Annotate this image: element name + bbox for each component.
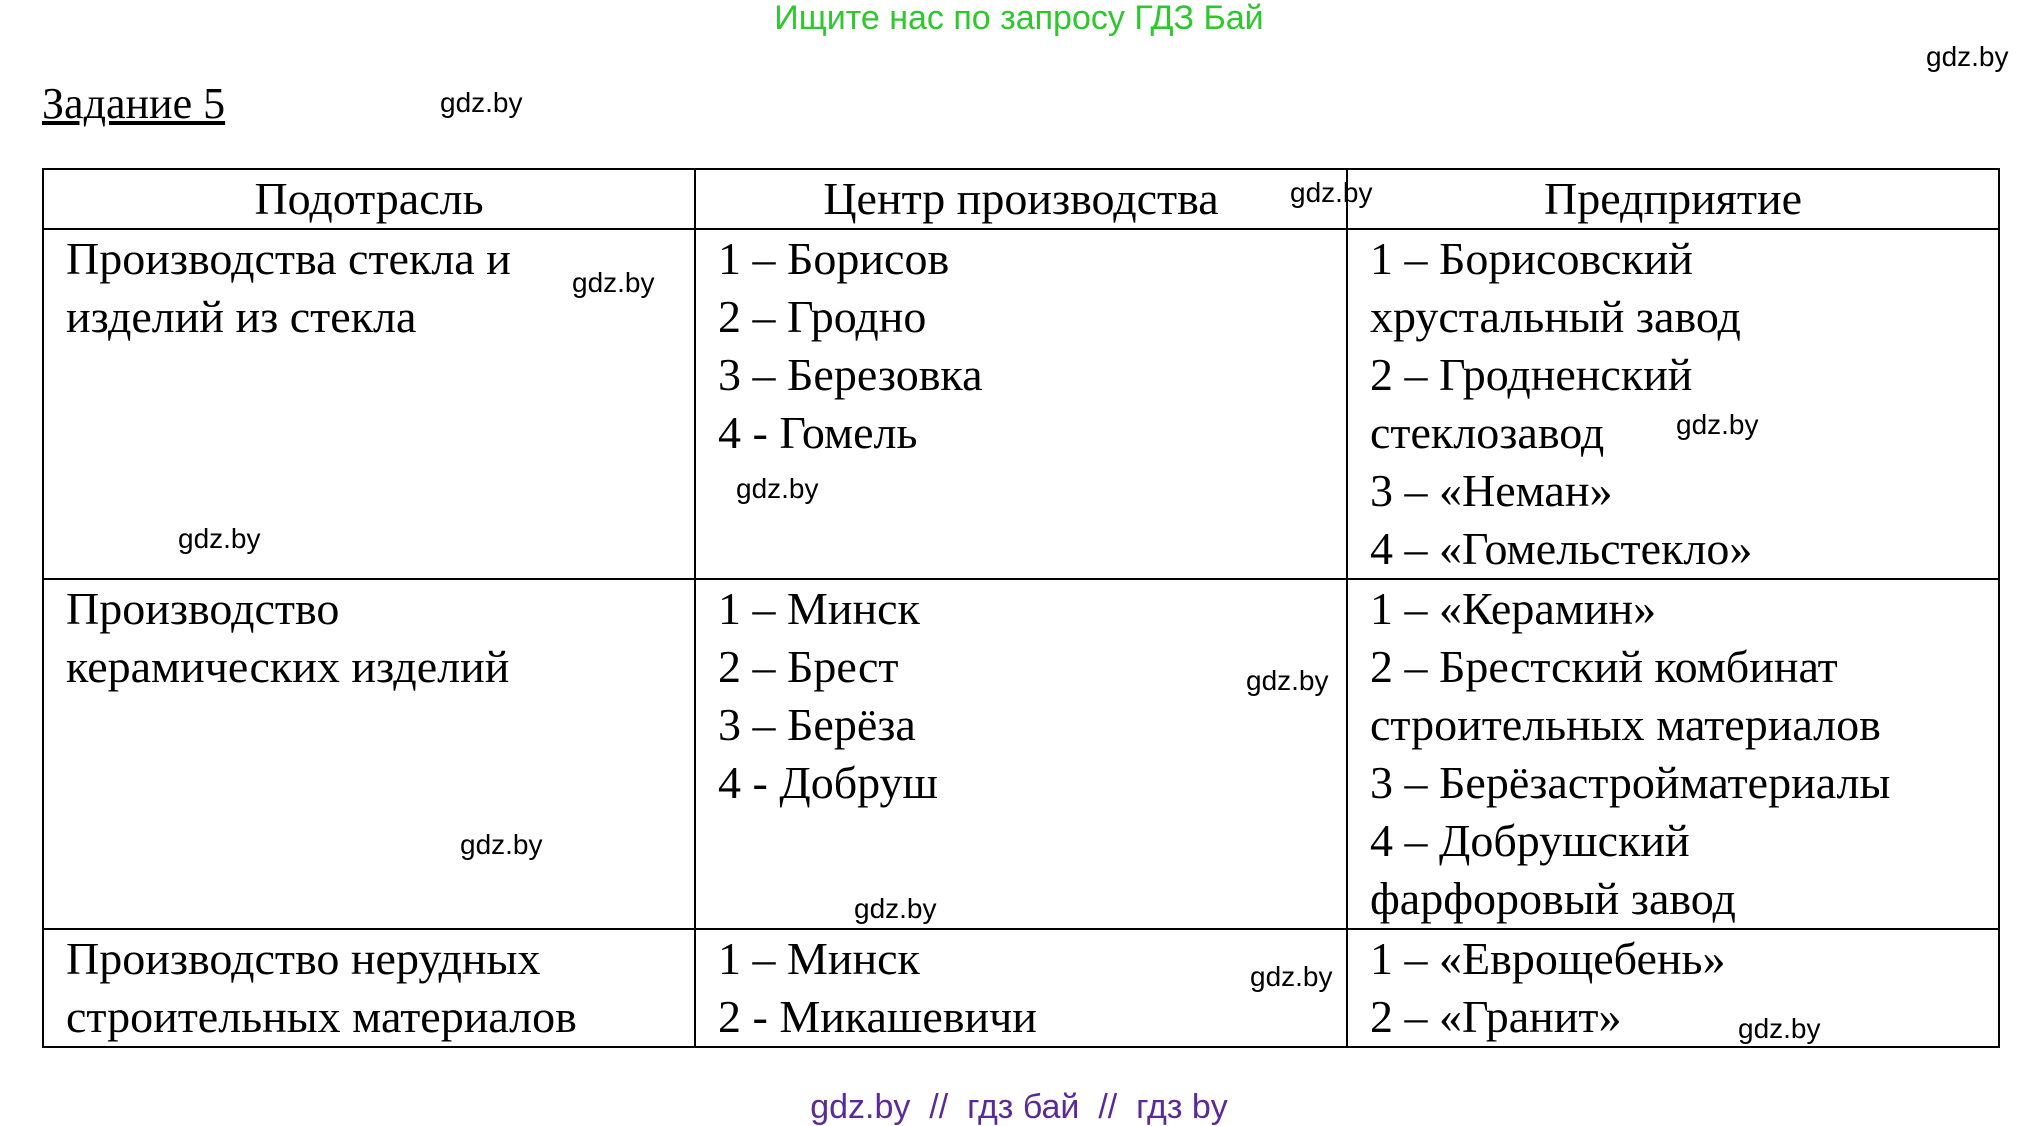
- subsector-line: керамических изделий: [66, 641, 510, 692]
- watermark: gdz.by: [1246, 665, 1329, 696]
- subsector-line: изделий из стекла: [66, 291, 417, 342]
- center-item: 2 - Микашевичи: [718, 991, 1037, 1042]
- column-header-center: Центр производства: [695, 169, 1347, 229]
- header-row: [43, 169, 1999, 229]
- column-header-enterprise: Предприятие: [1347, 169, 1999, 229]
- watermark: gdz.by: [854, 893, 937, 924]
- industry-table: [42, 168, 2000, 1048]
- enterprises-cell: [1347, 229, 1999, 579]
- center-item: 1 – Минск: [718, 583, 920, 634]
- task-title: Задание 5: [42, 79, 226, 128]
- enterprise-line: фарфоровый завод: [1370, 873, 1736, 924]
- watermark: gdz.by: [1926, 41, 2009, 72]
- subsector-line: Производства стекла и: [66, 233, 511, 284]
- column-header-subsector: Подотрасль: [43, 169, 695, 229]
- center-item: 2 – Гродно: [718, 291, 927, 342]
- subsector-line: Производство нерудных: [66, 933, 541, 984]
- enterprise-line: 1 – «Керамин»: [1370, 583, 1657, 634]
- watermark: gdz.by: [572, 267, 655, 298]
- enterprise-line: 2 – «Гранит»: [1370, 991, 1622, 1042]
- enterprise-line: 4 – Добрушский: [1370, 815, 1690, 866]
- enterprise-line: 3 – «Неман»: [1370, 465, 1613, 516]
- center-item: 4 - Добруш: [718, 757, 938, 808]
- enterprise-line: 4 – «Гомельстекло»: [1370, 523, 1753, 574]
- subsector-cell: [43, 579, 695, 929]
- center-item: 4 - Гомель: [718, 407, 918, 458]
- subsector-line: строительных материалов: [66, 991, 577, 1042]
- enterprise-line: 2 – Гродненский: [1370, 349, 1693, 400]
- table-row: [43, 229, 1999, 579]
- watermark: gdz.by: [1250, 961, 1333, 992]
- enterprise-line: стеклозавод: [1370, 407, 1605, 458]
- table-row: [43, 929, 1999, 1047]
- subsector-cell: [43, 929, 695, 1047]
- enterprises-cell: [1347, 579, 1999, 929]
- watermark: gdz.by: [1738, 1013, 1821, 1044]
- center-item: 2 – Брест: [718, 641, 899, 692]
- center-item: 3 – Берёза: [718, 699, 916, 750]
- watermark: gdz.by: [1290, 177, 1373, 208]
- table-row: [43, 579, 1999, 929]
- watermark: gdz.by: [1676, 409, 1759, 440]
- enterprise-line: 1 – Борисовский: [1370, 233, 1693, 284]
- watermark: gdz.by: [178, 523, 261, 554]
- enterprise-line: 1 – «Еврощебень»: [1370, 933, 1726, 984]
- watermark: gdz.by: [440, 87, 523, 118]
- watermark: gdz.by: [736, 473, 819, 504]
- subsector-line: Производство: [66, 583, 340, 634]
- footer-links: gdz.by // гдз бай // гдз by: [810, 1088, 1228, 1126]
- center-item: 1 – Борисов: [718, 233, 950, 284]
- watermark: gdz.by: [460, 829, 543, 860]
- enterprise-line: строительных материалов: [1370, 699, 1881, 750]
- enterprises-cell: [1347, 929, 1999, 1047]
- promo-banner: Ищите нас по запросу ГДЗ Бай: [774, 0, 1264, 37]
- center-item: 3 – Березовка: [718, 349, 983, 400]
- centers-cell: [695, 579, 1347, 929]
- centers-cell: [695, 229, 1347, 579]
- enterprise-line: 2 – Брестский комбинат: [1370, 641, 1838, 692]
- enterprise-line: хрустальный завод: [1370, 291, 1741, 342]
- enterprise-line: 3 – Берёзастройматериалы: [1370, 757, 1891, 808]
- center-item: 1 – Минск: [718, 933, 920, 984]
